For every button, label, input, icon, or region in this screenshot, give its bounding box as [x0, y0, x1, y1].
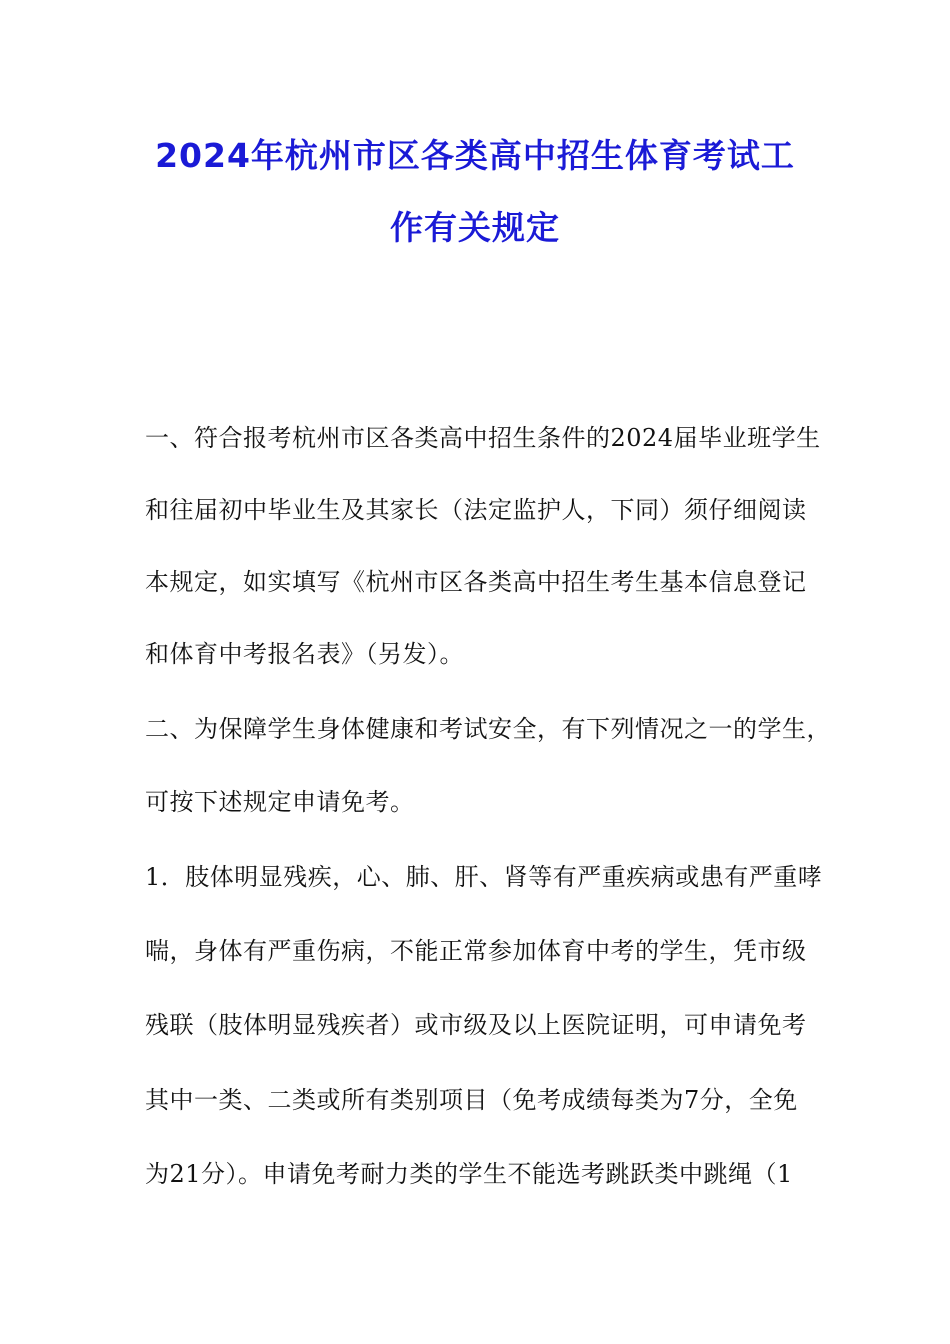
- body-text-line: 和体育中考报名表》（另发）。: [145, 640, 464, 668]
- body-text-line: 二、为保障学生身体健康和考试安全，有下列情况之一的学生，: [145, 715, 831, 743]
- document-title-line-2: 作有关规定: [390, 208, 560, 247]
- body-text-line: 可按下述规定申请免考。: [145, 788, 415, 816]
- body-text-line: 1．肢体明显残疾，心、肺、肝、肾等有严重疾病或患有严重哮: [145, 863, 823, 891]
- document-title-line-1: 2024年杭州市区各类高中招生体育考试工: [155, 136, 795, 175]
- body-text-line: 喘，身体有严重伤病，不能正常参加体育中考的学生，凭市级: [145, 937, 807, 965]
- body-text-line: 残联（肢体明显残疾者）或市级及以上医院证明，可申请免考: [145, 1011, 807, 1039]
- body-text-line: 和往届初中毕业生及其家长（法定监护人，下同）须仔细阅读: [145, 496, 807, 524]
- body-text-line: 为21分）。申请免考耐力类的学生不能选考跳跃类中跳绳（1: [145, 1160, 793, 1188]
- body-text-line: 其中一类、二类或所有类别项目（免考成绩每类为7分，全免: [145, 1086, 798, 1114]
- body-text-line: 本规定，如实填写《杭州市区各类高中招生考生基本信息登记: [145, 568, 807, 596]
- body-text-line: 一、符合报考杭州市区各类高中招生条件的2024届毕业班学生: [145, 424, 821, 452]
